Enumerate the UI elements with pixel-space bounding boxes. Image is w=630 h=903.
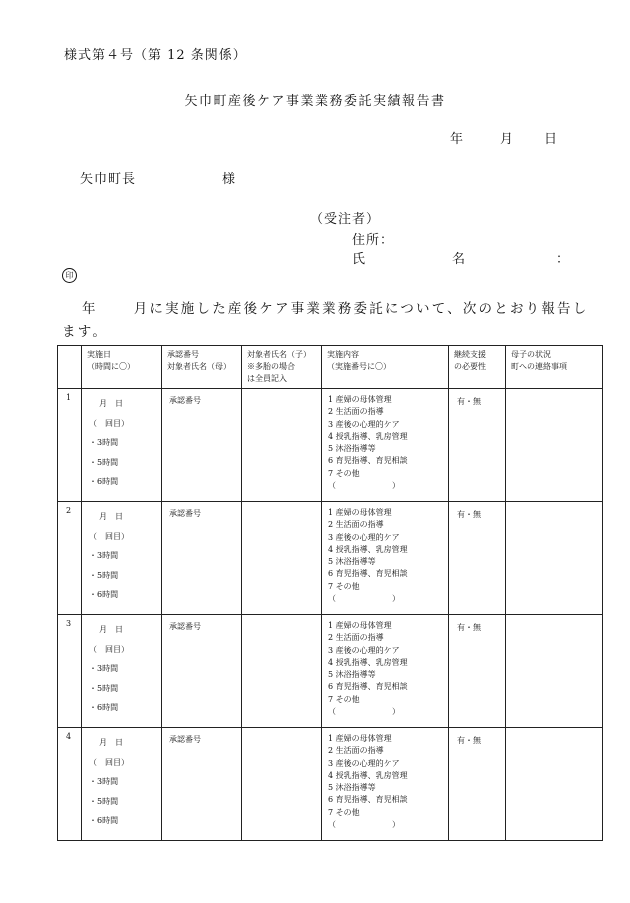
date-line: ・3時間 bbox=[89, 777, 119, 786]
date-line: （ 回目） bbox=[89, 644, 129, 654]
date-line: ・3時間 bbox=[89, 551, 119, 560]
content-line: 2 生活面の指導 bbox=[328, 633, 384, 643]
content-line: 3 産後の心理的ケア bbox=[328, 758, 400, 768]
date-line: 月 日 bbox=[99, 512, 123, 521]
approval-cell[interactable] bbox=[162, 389, 242, 502]
name-label-1: 氏 bbox=[352, 252, 366, 267]
approval-cell[interactable] bbox=[162, 502, 242, 615]
date-line: 月 日 bbox=[99, 738, 123, 747]
header-text: （時間に〇） bbox=[87, 362, 135, 371]
date-line: ・5時間 bbox=[89, 570, 119, 580]
status-notes-cell[interactable] bbox=[506, 389, 603, 502]
content-line: （ ） bbox=[328, 594, 400, 604]
content-line: 5 沐浴指導等 bbox=[328, 557, 376, 567]
row-number-cell bbox=[58, 728, 82, 841]
content-line: 5 沐浴指導等 bbox=[328, 670, 376, 680]
content-line: 7 その他 bbox=[328, 807, 360, 817]
content-line: 7 その他 bbox=[328, 581, 360, 591]
header-status bbox=[506, 346, 603, 389]
content-cell[interactable] bbox=[322, 728, 449, 841]
support-need-cell[interactable] bbox=[449, 502, 506, 615]
content-line: 5 沐浴指導等 bbox=[328, 444, 376, 454]
header-text: 継続支援 bbox=[454, 350, 486, 359]
approval-label: 承認番号 bbox=[169, 622, 201, 631]
implementation-date-cell[interactable] bbox=[82, 728, 162, 841]
table-row bbox=[58, 728, 603, 841]
header-text: の必要性 bbox=[454, 362, 486, 371]
content-line: （ ） bbox=[328, 481, 400, 491]
date-month-label: 月 bbox=[500, 132, 514, 147]
status-notes-cell[interactable] bbox=[506, 615, 603, 728]
content-line: 4 授乳指導、乳房管理 bbox=[328, 431, 408, 441]
content-line: 3 産後の心理的ケア bbox=[328, 645, 400, 655]
approval-label: 承認番号 bbox=[169, 396, 201, 405]
date-day-label: 日 bbox=[544, 132, 558, 147]
content-line: 4 授乳指導、乳房管理 bbox=[328, 770, 408, 780]
intro-paragraph bbox=[62, 298, 592, 344]
table-row bbox=[58, 615, 603, 728]
intro-year: 年 bbox=[82, 301, 98, 317]
approval-label: 承認番号 bbox=[169, 509, 201, 518]
header-text: 対象者氏名（子） bbox=[247, 350, 311, 359]
content-line: 3 産後の心理的ケア bbox=[328, 532, 400, 542]
date-line: 月 日 bbox=[99, 625, 123, 634]
header-content bbox=[322, 346, 449, 389]
seal-mark: 印 bbox=[62, 268, 77, 283]
date-line: 月 日 bbox=[99, 399, 123, 408]
name-label-2: 名 bbox=[452, 252, 466, 267]
content-line: （ ） bbox=[328, 820, 400, 830]
content-line: 1 産婦の母体管理 bbox=[328, 395, 392, 404]
date-line: ・6時間 bbox=[89, 590, 119, 599]
implementation-date-cell[interactable] bbox=[82, 389, 162, 502]
row-number-cell bbox=[58, 615, 82, 728]
date-line: （ 回目） bbox=[89, 531, 129, 541]
content-line: 6 育児指導、育児相談 bbox=[328, 569, 408, 579]
header-text: 母子の状況 bbox=[511, 350, 551, 359]
row-number-cell bbox=[58, 502, 82, 615]
content-line: 1 産婦の母体管理 bbox=[328, 508, 392, 517]
date-line: （ 回目） bbox=[89, 418, 129, 428]
date-line: ・3時間 bbox=[89, 664, 119, 673]
support-need-cell[interactable] bbox=[449, 389, 506, 502]
content-line: 6 育児指導、育児相談 bbox=[328, 456, 408, 466]
implementation-date-cell[interactable] bbox=[82, 502, 162, 615]
date-line: ・6時間 bbox=[89, 703, 119, 712]
intro-text: 月に実施した産後ケア事業業務委託について、次のとおり報告します。 bbox=[62, 301, 589, 340]
contractor-heading: （受注者） bbox=[310, 212, 381, 227]
table-row bbox=[58, 389, 603, 502]
content-line: 6 育児指導、育児相談 bbox=[328, 682, 408, 692]
address-label: 住所： bbox=[352, 233, 395, 248]
table-row bbox=[58, 502, 603, 615]
content-line: 7 その他 bbox=[328, 694, 360, 704]
approval-label: 承認番号 bbox=[169, 735, 201, 744]
child-name-cell[interactable] bbox=[242, 615, 322, 728]
support-options: 有・無 bbox=[457, 736, 481, 745]
row-number-cell bbox=[58, 389, 82, 502]
date-line: ・5時間 bbox=[89, 457, 119, 467]
row-number: 3 bbox=[66, 619, 72, 628]
header-text: 実施内容 bbox=[327, 350, 359, 359]
date-line: ・6時間 bbox=[89, 816, 119, 825]
header-approval bbox=[162, 346, 242, 389]
header-text: は全員記入 bbox=[247, 374, 287, 383]
row-number: 1 bbox=[66, 393, 72, 402]
name-colon: ： bbox=[556, 252, 570, 267]
status-notes-cell[interactable] bbox=[506, 502, 603, 615]
content-cell[interactable] bbox=[322, 389, 449, 502]
approval-cell[interactable] bbox=[162, 728, 242, 841]
support-need-cell[interactable] bbox=[449, 615, 506, 728]
content-line: 6 育児指導、育児相談 bbox=[328, 795, 408, 805]
row-number: 4 bbox=[66, 732, 72, 741]
header-text: 実施日 bbox=[87, 350, 111, 359]
table-header-row bbox=[58, 346, 603, 389]
content-line: 2 生活面の指導 bbox=[328, 520, 384, 530]
content-line: 2 生活面の指導 bbox=[328, 407, 384, 417]
content-line: 2 生活面の指導 bbox=[328, 746, 384, 756]
child-name-cell[interactable] bbox=[242, 728, 322, 841]
support-options: 有・無 bbox=[457, 510, 481, 519]
row-number: 2 bbox=[66, 506, 72, 515]
content-line: 5 沐浴指導等 bbox=[328, 783, 376, 793]
header-text: ※多胎の場合 bbox=[247, 362, 295, 371]
header-text: 対象者氏名（母） bbox=[167, 362, 231, 371]
content-line: 3 産後の心理的ケア bbox=[328, 419, 400, 429]
date-line: （ 回目） bbox=[89, 757, 129, 767]
header-text: 町への連絡事項 bbox=[511, 362, 567, 371]
content-cell[interactable] bbox=[322, 615, 449, 728]
content-line: （ ） bbox=[328, 707, 400, 717]
child-name-cell[interactable] bbox=[242, 502, 322, 615]
content-line: 1 産婦の母体管理 bbox=[328, 734, 392, 743]
form-number: 様式第４号（第 12 条関係） bbox=[64, 48, 247, 63]
report-table bbox=[57, 345, 603, 841]
implementation-date-cell[interactable] bbox=[82, 615, 162, 728]
date-line: ・5時間 bbox=[89, 796, 119, 806]
addressee-honorific: 様 bbox=[222, 172, 236, 187]
addressee-name: 矢巾町長 bbox=[80, 172, 137, 187]
date-year-label: 年 bbox=[450, 132, 464, 147]
header-child bbox=[242, 346, 322, 389]
header-number bbox=[58, 346, 82, 389]
date-line: ・6時間 bbox=[89, 477, 119, 486]
approval-cell[interactable] bbox=[162, 615, 242, 728]
status-notes-cell[interactable] bbox=[506, 728, 603, 841]
header-date bbox=[82, 346, 162, 389]
content-line: 7 その他 bbox=[328, 468, 360, 478]
support-need-cell[interactable] bbox=[449, 728, 506, 841]
date-line: ・5時間 bbox=[89, 683, 119, 693]
header-text: （実施番号に〇） bbox=[327, 362, 391, 371]
content-line: 4 授乳指導、乳房管理 bbox=[328, 544, 408, 554]
content-cell[interactable] bbox=[322, 502, 449, 615]
document-title: 矢巾町産後ケア事業業務委託実績報告書 bbox=[184, 94, 446, 109]
header-text: 承認番号 bbox=[167, 350, 199, 359]
support-options: 有・無 bbox=[457, 397, 481, 406]
child-name-cell[interactable] bbox=[242, 389, 322, 502]
date-line: ・3時間 bbox=[89, 438, 119, 447]
header-support bbox=[449, 346, 506, 389]
content-line: 4 授乳指導、乳房管理 bbox=[328, 657, 408, 667]
content-line: 1 産婦の母体管理 bbox=[328, 621, 392, 630]
support-options: 有・無 bbox=[457, 623, 481, 632]
